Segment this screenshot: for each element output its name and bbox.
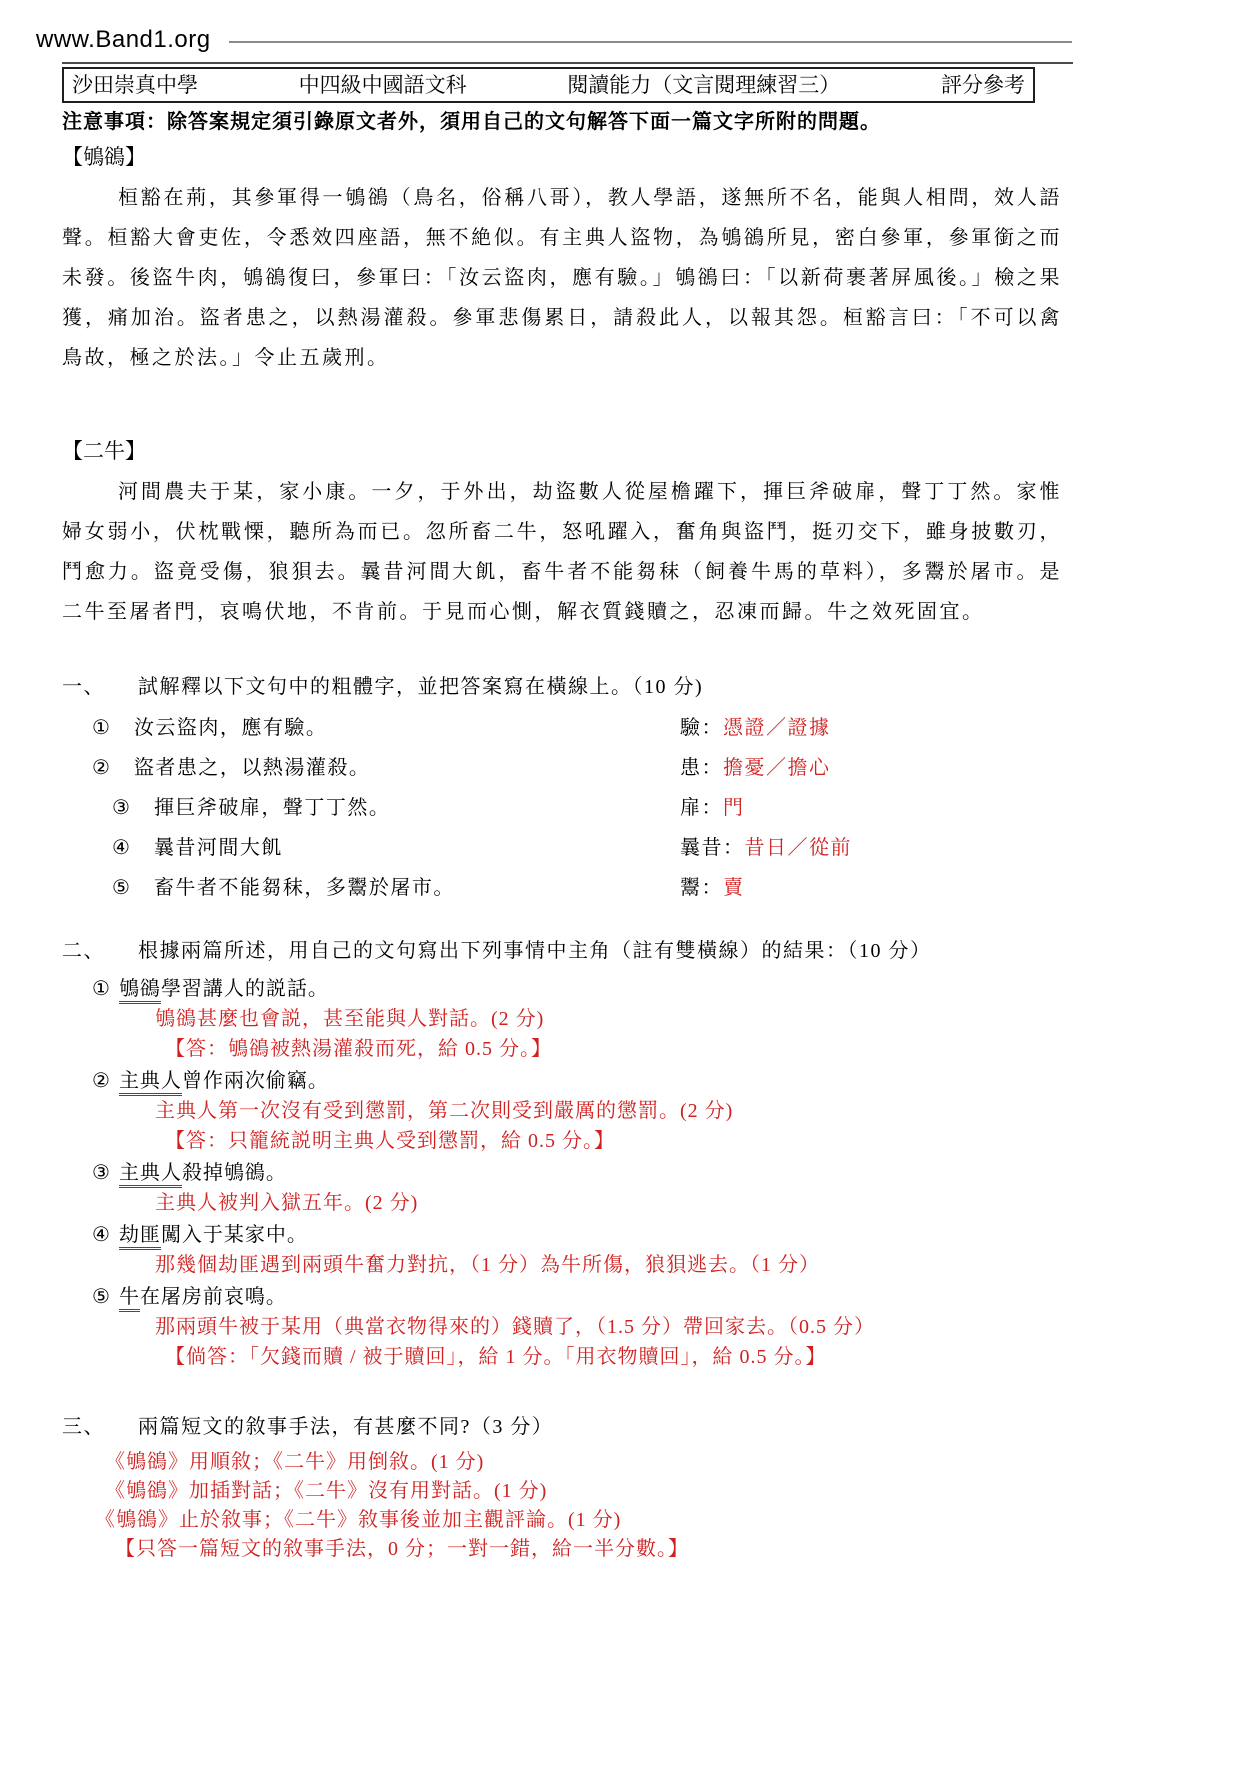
q1-item-1-term: 驗： [680,717,723,739]
question3-number: 三、 [62,1416,105,1438]
q2-item-5 [92,1282,1240,1312]
page [0,26,1240,1564]
spacer [0,632,1240,666]
q1-item-2-term: 患： [680,757,723,779]
q2-item-3-answer: 主典人被判入獄五年。(2 分) [155,1192,419,1214]
q1-item-2-answer: 擔憂／擔心 [723,757,831,779]
question1-number: 一、 [62,676,105,698]
q2-item-5-num: ⑤ [92,1286,111,1308]
q2-item-5-note: 【倘答：「欠錢而贖 / 被于贖回」，給 1 分。「用衣物贖回」，給 0.5 分。】 [165,1346,827,1368]
q1-item-1-num: ① [92,717,112,739]
q2-item-2-rest: 曾作兩次偷竊。 [181,1070,329,1092]
q1-item-3-answer-slot [680,788,745,828]
passage2-text: 河間農夫于某，家小康。一夕，于外出，劫盜數人從屋檐躍下，揮巨斧破扉，聲丁丁然。家惟婦女弱小，伏枕戰慄，聽所為而已。忽所畜二牛，怒吼躍入，奮角與盜鬥，挺刃交下，雖身披數刃，鬥愈力。盜竟受傷，狼狽去。曩昔河間大飢，畜牛者不能芻秣（飼養牛馬的草料），多鬻於屠市。是二牛至屠者門，哀鳴伏地，不肯前。于見而心惻，解衣質錢贖之，忍凍而歸。牛之效死固宜。 [62,481,1062,623]
q3-answer-4: 【只答一篇短文的敘事手法，0 分；一對一錯，給一半分數。】 [115,1538,689,1560]
q2-item-1-subject: 鴝鵒 [119,978,161,1004]
header-divider-line [229,41,1072,43]
site-link[interactable]: www.Band1.org [36,26,211,53]
q2-item-4-answer: 那幾個劫匪遇到兩頭牛奮力對抗，（1 分）為牛所傷，狼狽逃去。（1 分） [155,1254,820,1276]
q2-item-5-subject: 牛 [119,1286,140,1312]
q1-item-2-num: ② [92,757,112,779]
q2-item-2 [92,1066,1240,1096]
q2-item-3-rest: 殺掉鴝鵒。 [181,1162,287,1184]
q1-item-3-answer: 門 [723,797,745,819]
q2-item-1-num: ① [92,978,111,1000]
question2-number: 二、 [62,940,105,962]
q1-item-4-answer: 昔日／從前 [744,837,852,859]
q3-answer-2: 《鴝鵒》加插對話；《二牛》沒有用對話。(1 分) [105,1480,548,1502]
q1-item-4-sentence: 曩昔河間大飢 [153,837,283,859]
q2-item-2-subject: 主典人 [119,1070,182,1096]
site-header [36,26,1072,54]
top-rule [62,62,1073,64]
q2-item-3-subject: 主典人 [119,1162,182,1188]
q2-item-5-rest: 在屠房前哀鳴。 [139,1286,287,1308]
q2-item-5-answer: 那兩頭牛被于某用（典當衣物得來的）錢贖了，（1.5 分）帶回家去。（0.5 分） [155,1316,875,1338]
question3-header [62,1406,1240,1448]
spacer [0,378,1240,430]
q1-item-3-num: ③ [112,797,132,819]
q2-item-3 [92,1158,1240,1188]
q1-item-5 [62,868,1240,908]
q2-item-2-answer: 主典人第一次沒有受到懲罰，第二次則受到嚴厲的懲罰。(2 分) [155,1100,734,1122]
q1-item-2-sentence: 盜者患之，以熱湯灌殺。 [133,757,371,779]
exam-title-bar [62,67,1035,103]
q2-item-1-note: 【答：鴝鵒被熱湯灌殺而死，給 0.5 分。】 [165,1038,552,1060]
q2-item-4 [92,1220,1240,1250]
q1-item-4-num: ④ [112,837,132,859]
q1-item-4-answer-slot [680,828,852,868]
q1-item-5-term: 鬻： [680,877,723,899]
class-subject: 中四級中國語文科 [298,73,467,97]
spacer [0,908,1240,930]
q1-item-2-answer-slot [680,748,831,788]
question1-header [62,666,1240,708]
q2-item-3-num: ③ [92,1162,111,1184]
q1-item-3-term: 扉： [680,797,723,819]
q3-answer-1: 《鴝鵒》用順敘；《二牛》用倒敘。(1 分) [105,1451,485,1473]
school-name: 沙田崇真中學 [72,73,198,97]
q2-item-2-num: ② [92,1070,111,1092]
question3-prompt: 兩篇短文的敘事手法，有甚麼不同?（3 分） [138,1416,554,1438]
passage1-text: 桓豁在荊，其參軍得一鴝鵒（鳥名，俗稱八哥），教人學語，遂無所不名，能與人相問，效人語聲。桓豁大會吏佐，令悉效四座語，無不絶似。有主典人盜物，為鴝鵒所見，密白參軍，參軍銜之而未發。後盜牛肉，鴝鵒復曰，參軍曰：「汝云盜肉，應有驗。」鴝鵒曰：「以新荷裹著屏風後。」檢之果獲，痛加治。盜者患之，以熱湯灌殺。參軍悲傷累日，請殺此人，以報其怨。桓豁言曰：「不可以禽鳥故，極之於法。」令止五歲刑。 [62,187,1062,369]
q1-item-3 [62,788,1240,828]
q1-item-2 [62,748,1240,788]
q1-item-4-term: 曩昔： [680,837,745,859]
passage2-title: 【二牛】 [62,439,146,463]
question2-prompt: 根據兩篇所述，用自己的文句寫出下列事情中主角（註有雙橫線）的結果：（10 分） [138,940,932,962]
q1-item-1 [62,708,1240,748]
q1-item-5-num: ⑤ [112,877,132,899]
q2-item-2-note: 【答：只籠統説明主典人受到懲罰，給 0.5 分。】 [165,1130,615,1152]
q1-item-1-answer: 憑證／證據 [723,717,831,739]
q1-item-5-answer-slot [680,868,745,908]
paper-name: 閱讀能力（文言閱理練習三） [567,73,841,97]
q2-item-1-answer: 鴝鵒甚麼也會説，甚至能與人對話。(2 分) [155,1008,545,1030]
q1-item-1-sentence: 汝云盜肉，應有驗。 [133,717,328,739]
doc-type: 評分參考 [940,73,1025,97]
q1-item-3-sentence: 揮巨斧破扉，聲丁丁然。 [153,797,391,819]
passage1-title: 【鴝鵒】 [62,145,146,169]
q2-item-4-rest: 闖入于某家中。 [160,1224,308,1246]
spacer [0,1372,1240,1406]
question2-header [62,930,1240,972]
q1-item-5-sentence: 畜牛者不能芻秣，多鬻於屠市。 [153,877,455,899]
q2-item-4-subject: 劫匪 [119,1224,161,1250]
q1-item-5-answer: 賣 [723,877,745,899]
q2-item-1-rest: 學習講人的説話。 [160,978,329,1000]
q2-item-4-num: ④ [92,1224,111,1246]
q1-item-1-answer-slot [680,708,831,748]
q3-answer-3: 《鴝鵒》止於敘事；《二牛》敘事後並加主觀評論。(1 分) [95,1509,622,1531]
notice-line: 注意事項：除答案規定須引錄原文者外，須用自己的文句解答下面一篇文字所附的問題。 [62,111,881,133]
q1-item-4 [62,828,1240,868]
question1-prompt: 試解釋以下文句中的粗體字，並把答案寫在橫線上。（10 分) [138,676,704,698]
q2-item-1 [92,974,1240,1004]
